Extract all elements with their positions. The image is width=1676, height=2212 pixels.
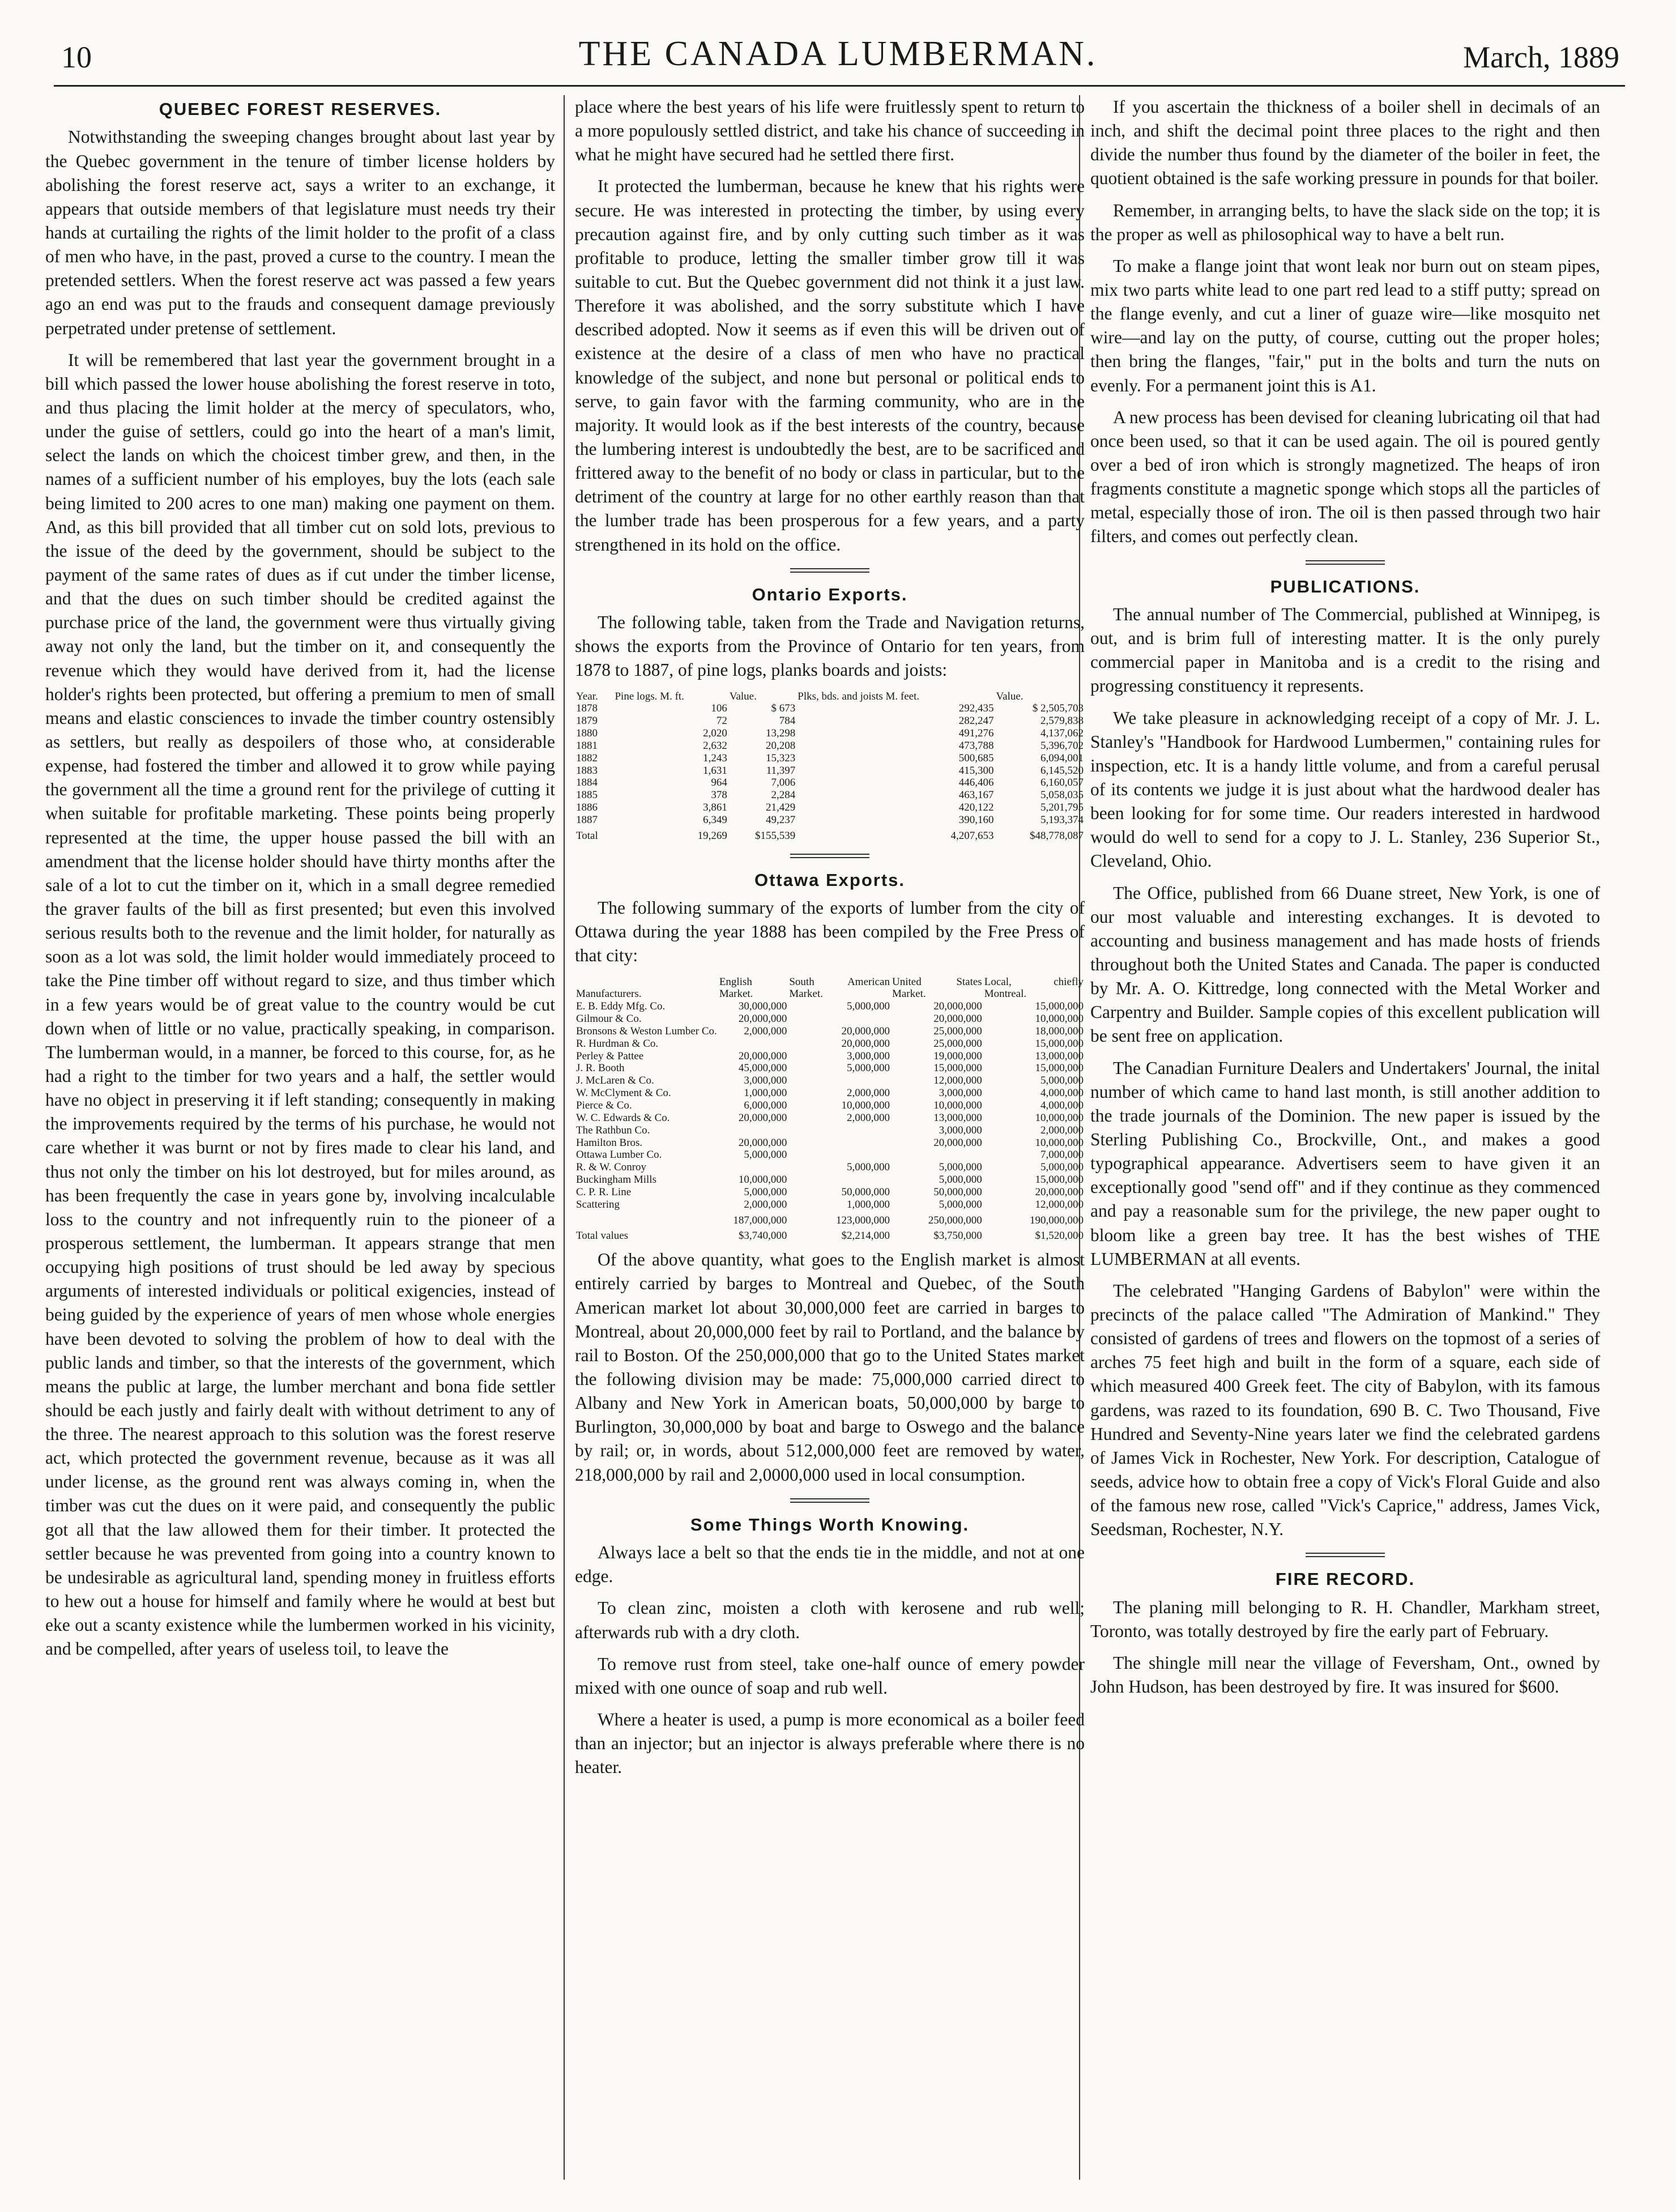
table-cell: 1882 (576, 752, 598, 764)
table-cell: 106 (711, 702, 727, 715)
table-row (575, 1124, 1085, 1137)
section-separator (1306, 1553, 1385, 1557)
article-paragraph: The following summary of the exports of lumber from the city of Ottawa during the year 1888 has been compiled by the Free Press of that city: (575, 898, 1085, 966)
table-cell: 190,000,000 (1030, 1214, 1084, 1226)
table-cell: 10,000,000 (1035, 1136, 1084, 1149)
table-row (575, 1075, 1085, 1087)
table-cell: 19,000,000 (933, 1050, 982, 1062)
table-cell: 463,167 (958, 789, 994, 802)
article-paragraph: Of the above quantity, what goes to the English market is almost entirely carried by barges to Montreal and Quebec, of the South American market lot about 30,000,000 feet are carried in barges to Montreal, about 20,000,000 feet by rail to Portland, and the balance by rail to Boston. Of the 250,000,000 that go to the United States market the following division may be made: 75,000,000 carried direct to Albany and New York in American boats, 50,000,000 by barge to Burlington, 30,000,000 by boat and barge to Oswego and the balance by rail; or, in words, about 512,000,000 feet are removed by water, 218,000,000 by rail and 2,0000,000 used in local consumption. (575, 1250, 1085, 1485)
article-heading-fire-record: FIRE RECORD. (1275, 1569, 1415, 1589)
table-cell: Hamilton Bros. (576, 1136, 643, 1149)
table-row (575, 789, 1085, 802)
article-paragraph: If you ascertain the thickness of a boiler shell in decimals of an inch, and shift the decimal point three places to the right and then divide the number thus found by the diameter of the boiler in feet, the quotient obtained is the safe working pressure in pounds for that boiler. (1090, 97, 1600, 189)
table-cell: 19,269 (697, 829, 727, 842)
table-header: English Market. (719, 975, 753, 1000)
table-cell: 25,000,000 (933, 1025, 982, 1037)
table-cell: 20,000,000 (738, 1111, 787, 1124)
table-cell: 2,000,000 (744, 1025, 787, 1037)
table-row (575, 702, 1085, 715)
table-row (575, 1099, 1085, 1112)
table-cell: 15,000,000 (933, 1062, 982, 1075)
table-cell: 2,000,000 (846, 1087, 890, 1099)
table-cell: 4,000,000 (1040, 1099, 1084, 1112)
table-cell (788, 1174, 891, 1186)
table-cell: 12,000,000 (1035, 1198, 1084, 1211)
table-cell: R. & W. Conroy (576, 1161, 647, 1174)
table-sum-row (575, 1211, 1085, 1227)
table-cell: 3,000,000 (744, 1075, 787, 1087)
section-separator (1306, 560, 1385, 565)
table-row (575, 1050, 1085, 1063)
column-2 (575, 95, 1085, 2180)
table-row (575, 1199, 1085, 1211)
table-cell: 13,000,000 (1035, 1050, 1084, 1062)
article-paragraph: Where a heater is used, a pump is more economical as a boiler feed than an injector; but an injector is always preferable where there is no heater. (575, 1710, 1085, 1778)
table-cell: 964 (711, 777, 727, 789)
table-cell: 500,685 (958, 752, 994, 764)
table-cell: 15,000,000 (1035, 1174, 1084, 1186)
article-heading-publications: PUBLICATIONS. (1270, 576, 1421, 596)
table-cell: 1881 (576, 739, 598, 752)
table-cell: 5,000,000 (1040, 1075, 1084, 1087)
table-cell: 1,000,000 (846, 1198, 890, 1211)
table-cell: 2,000,000 (1040, 1124, 1084, 1136)
table-cell: 10,000,000 (933, 1099, 982, 1112)
newspaper-title: THE CANADA LUMBERMAN. (578, 35, 1098, 73)
article-paragraph: To clean zinc, moisten a cloth with kerosene and rub well; afterwards rub with a dry cloth. (575, 1598, 1085, 1642)
table-cell (891, 1149, 983, 1161)
table-cell: Bronsons & Weston Lumber Co. (576, 1025, 717, 1037)
table-cell: Ottawa Lumber Co. (576, 1149, 662, 1161)
table-cell: $ 2,505,703 (1032, 702, 1084, 715)
table-cell: Pierce & Co. (576, 1099, 632, 1112)
table-row (575, 765, 1085, 777)
page-number: 10 (61, 40, 92, 74)
article-paragraph: The following table, taken from the Trade and Navigation returns, shows the exports from the Province of Ontario for ten years, from 1878 to 1887, of pine logs, planks boards and joists: (575, 612, 1085, 680)
article-paragraph: We take pleasure in acknowledging receipt of a copy of Mr. J. L. Stanley's "Handbook for Hardwood Lumbermen," containing rules for inspection, etc. It is a handy little volume, and from a careful perusal of its contents we judge it is just about what the hardwood dealer has been looking for for some time. Our readers interested in hardwood would do well to send for a copy to J. L. Stanley, 236 Superior St., Cleveland, Ohio. (1090, 708, 1600, 871)
table-cell: 6,000,000 (744, 1099, 787, 1112)
table-cell (718, 1161, 788, 1174)
table-row (575, 814, 1085, 826)
table-cell: $ 673 (771, 702, 796, 715)
table-cell: 2,000,000 (846, 1111, 890, 1124)
table-cell: 6,160,057 (1040, 777, 1084, 789)
masthead (0, 0, 1676, 85)
table-total-row (575, 826, 1085, 842)
table-header: United States Market. (892, 975, 982, 1000)
table-cell: 30,000,000 (738, 1000, 787, 1013)
table-row (575, 1137, 1085, 1149)
table-header-row (575, 976, 1085, 1001)
table-cell: 20,000,000 (738, 1013, 787, 1025)
table-cell: 1887 (576, 814, 598, 826)
table-row (575, 1186, 1085, 1199)
article-paragraph: Always lace a belt so that the ends tie in the middle, and not at one edge. (575, 1542, 1085, 1587)
table-cell: 20,000,000 (738, 1050, 787, 1062)
table-cell: Perley & Pattee (576, 1050, 644, 1062)
article-heading-ottawa: Ottawa Exports. (754, 870, 905, 890)
table-cell: 7,000,000 (1040, 1149, 1084, 1161)
table-cell: 10,000,000 (1035, 1013, 1084, 1025)
article-paragraph: place where the best years of his life were fruitlessly spent to return to a more populously settled district, and take his chance of succeeding in what he might have secured had he settled there first. (575, 97, 1085, 165)
table-cell: 15,323 (766, 752, 796, 764)
table-cell: 6,094,001 (1040, 752, 1084, 764)
article-paragraph: The Office, published from 66 Duane street, New York, is one of our most valuable and interesting exchanges. It is devoted to accounting and business management and has made hosts of friends throughout both the United States and Canada. The paper is conducted by Mr. A. O. Kittredge, long connected with the Metal Worker and Carpentry and Builder. Sample copies of this excellent publication will be sent free on application. (1090, 883, 1600, 1046)
table-cell: 446,406 (958, 777, 994, 789)
table-cell: 20,000,000 (841, 1025, 890, 1037)
table-cell: 20,000,000 (933, 1000, 982, 1013)
table-cell: 50,000,000 (933, 1186, 982, 1198)
table-cell: 12,000,000 (933, 1075, 982, 1087)
table-cell: 5,000,000 (939, 1198, 982, 1211)
table-cell: 378 (711, 789, 727, 802)
table-header: Local, chiefly Montreal. (984, 975, 1084, 1000)
table-cell: 5,000,000 (846, 1062, 890, 1075)
table-cell: 2,020 (703, 727, 727, 740)
table-header: Value. (996, 690, 1023, 702)
table-header: Plks, bds. and joists M. feet. (798, 690, 920, 702)
column-1 (45, 95, 555, 2180)
table-cell: 1880 (576, 727, 598, 740)
table-cell: $3,750,000 (933, 1230, 982, 1242)
table-cell: 1884 (576, 777, 598, 789)
table-cell: 3,861 (703, 802, 727, 814)
table-cell: $2,214,000 (841, 1230, 890, 1242)
table-cell: 5,000,000 (939, 1161, 982, 1174)
table-row (575, 1000, 1085, 1013)
article-paragraph: The planing mill belonging to R. H. Chandler, Markham street, Toronto, was totally destroyed by fire the early part of February. (1090, 1597, 1600, 1641)
table-cell: 1886 (576, 802, 598, 814)
article-heading-ontario: Ontario Exports. (752, 584, 908, 604)
table-cell: 784 (779, 715, 796, 727)
section-separator (790, 568, 869, 573)
table-cell: 20,000,000 (933, 1013, 982, 1025)
table-cell: 20,000,000 (933, 1136, 982, 1149)
table-row (575, 1174, 1085, 1186)
table-cell: 6,349 (703, 814, 727, 826)
table-cell: $1,520,000 (1035, 1230, 1084, 1242)
column-divider (564, 95, 565, 2180)
table-cell (718, 1038, 788, 1050)
article-paragraph: Remember, in arranging belts, to have the slack side on the top; it is the proper as well as philosophical way to have a belt run. (1090, 200, 1600, 244)
table-cell (788, 1137, 891, 1149)
article-paragraph: The shingle mill near the village of Feversham, Ont., owned by John Hudson, has been destroyed by fire. It was insured for $600. (1090, 1653, 1600, 1697)
article-paragraph: It protected the lumberman, because he knew that his rights were secure. He was interested in protecting the timber, by using every precaution against fire, and by only cutting such timber as it was profitable to produce, letting the smaller timber grow till it was suitable to cut. But the Quebec government did not think it a just law. Therefore it was abolished, and the sorry substitute which I have described adopted. Now it seems as if even this will be driven out of existence at the desire of a class of men who have no practical knowledge of the subject, and none but personal or political ends to serve, to gain favor with the farming community, who are in the majority. It would look as if the best interests of the country, because the lumbering interest is undoubtedly the best, are to be sacrificed and frittered away to the benefit of no body or class in particular, but to the detriment of the country at large for no other earthly reason than that the lumber trade has been prosperous for a few years, and a party strengthened in its hold on the office. (575, 176, 1085, 555)
table-cell: W. McClyment & Co. (576, 1087, 671, 1099)
table-cell: 5,000,000 (744, 1149, 787, 1161)
table-row (575, 1149, 1085, 1161)
table-header-row (575, 691, 1085, 703)
table-cell: 1,000,000 (744, 1087, 787, 1099)
table-row (575, 752, 1085, 765)
table-cell: 10,000,000 (738, 1174, 787, 1186)
table-row (575, 1025, 1085, 1038)
issue-date: March, 1889 (1463, 40, 1619, 74)
table-cell: 1879 (576, 715, 598, 727)
table-header: Manufacturers. (576, 988, 642, 1000)
table-cell: 5,000,000 (939, 1174, 982, 1186)
table-cell: 20,208 (766, 739, 796, 752)
table-cell: 292,435 (958, 702, 994, 715)
table-row (575, 740, 1085, 752)
table-row (575, 1161, 1085, 1174)
table-cell: 18,000,000 (1035, 1025, 1084, 1037)
table-cell: 49,237 (766, 814, 796, 826)
column-3 (1090, 95, 1600, 2180)
article-paragraph: It will be remembered that last year the government brought in a bill which passed the lower house abolishing the forest reserve in toto, and thus placing the limit holder at the mercy of speculators, who, under the guise of settlers, could go into the heart of a man's limit, select the lands on which the choicest timber grew, and then, in the names of a sufficient number of his employes, buy the lots (each sale being limited to 200 acres to one man) making one payment on them. And, as this bill provided that all timber cut on sold lots, previous to the issue of the deed by the government, should be subject to the payment of the same rates of dues as if cut under the timber license, and that the dues on such timber should be credited against the purchase price of the land, the government were thus virtually giving away not only the land, but the timber on it, and consequently the revenue which they would have derived from it, had the license holder's rights been protected, but offering a premium to men of small means and elastic consciences to invade the timber country ostensibly as settlers, but really as despoilers of those who, at considerable expense, had fostered the timber and allowed it to grow while paying the government all the time a ground rent for the privilege of cutting it when suitable for profitable marketing. These points being properly represented at the time, the upper house passed the bill with an amendment that the license holder should have thirty months after the sale of a lot to cut the timber on it, which in a small degree remedied the graver faults of the bill as first presented; but even this involved serious results both to the revenue and the limit holder, for naturally as soon as a lot was sold, the limit holder would immediately proceed to take the Pine timber off without regard to size, and thus timber which in a few years would be of great value to the country would be cut down when of little or no value, practically speaking, in comparison. The lumberman would, in a manner, be forced to this course, for, as he had a right to the timber for two years and a half, the settler would have no object in preserving it if left standing; consequently in making the improvements required by the terms of his purchase, he would not care whether it was burnt or not by fires made to clear his land, and thus not only the timber on his lot destroyed, but for miles around, as has been frequently the case in years gone by, involving incalculable loss to the country and not infrequently ruin to the pioneer of a prosperous settlement, the lumberman. It appears strange that men occupying high positions of trust should be led away by specious arguments of interested individuals or political exigencies, instead of being guided by the experience of years of men whose whole energies have been devoted to solving the problem of how to deal with the public lands and timber, so that the interests of the government, which means the public at large, the lumber merchant and bona fide settler should be each justly and fairly dealt with without detriment to any of the three. The nearest approach to this solution was the forest reserve act, which protected the government revenue, because as it was all under license, as the ground rent was always coming in, when the timber was cut the dues on it were paid, and consequently the public got all that the law allowed them for their timber. It protected the settler because he was prevented from going into a country known to be undesirable as agricultural land, spending money in fruitless efforts to hew out a house for himself and family where he would at best but eke out a scanty existence while the lumbermen worked in his vicinity, and be compelled, after years of useless toil, to leave the (45, 350, 555, 1659)
table-cell: 5,000,000 (1040, 1161, 1084, 1174)
table-cell: 415,300 (958, 764, 994, 777)
table-row (575, 715, 1085, 727)
table-cell: 1,243 (703, 752, 727, 764)
table-cell: Scattering (576, 1198, 620, 1211)
table-cell: C. P. R. Line (576, 1186, 632, 1198)
table-cell: The Rathbun Co. (576, 1124, 650, 1136)
table-row (575, 1062, 1085, 1075)
table-cell: 1878 (576, 702, 598, 715)
table-cell: 21,429 (766, 802, 796, 814)
table-cell: $155,539 (755, 829, 796, 842)
table-cell: 72 (716, 715, 727, 727)
table-cell: 390,160 (958, 814, 994, 826)
article-paragraph: Notwithstanding the sweeping changes brought about last year by the Quebec government in the tenure of timber license holders by abolishing the forest reserve act, says a writer to an exchange, it appears that outside members of that legislature must needs try their hands at curtailing the rights of the limit holder to the profit of a class of men who have, in the past, proved a curse to the country. I mean the pretended settlers. When the forest reserve act was passed a few years ago an end was put to the frauds and consequent damage previously perpetrated under pretense of settlement. (45, 127, 555, 338)
table-cell: 2,000,000 (744, 1198, 787, 1211)
table-cell: 282,247 (958, 715, 994, 727)
table-cell: 4,000,000 (1040, 1087, 1084, 1099)
table-cell: 45,000,000 (738, 1062, 787, 1075)
table-cell (788, 1013, 891, 1025)
masthead-rule (54, 85, 1625, 87)
table-cell: Total (576, 829, 598, 842)
table-cell: 15,000,000 (1035, 1062, 1084, 1075)
table-cell: 5,396,702 (1040, 739, 1084, 752)
table-cell: 4,207,653 (950, 829, 994, 842)
table-cell: 13,000,000 (933, 1111, 982, 1124)
article-paragraph: A new process has been devised for cleaning lubricating oil that had once been used, so that it can be used again. The oil is poured gently over a bed of iron which is strongly magnetized. The heaps of iron fragments constitute a magnetic sponge which stops all the particles of metal, especially those of iron. The oil is then passed through two hair filters, and comes out perfectly clean. (1090, 407, 1600, 547)
table-cell: 491,276 (958, 727, 994, 740)
table-header: Year. (576, 690, 598, 702)
table-row (575, 1087, 1085, 1099)
table-total-row (575, 1226, 1085, 1242)
table-cell: E. B. Eddy Mfg. Co. (576, 1000, 666, 1013)
table-cell (575, 1211, 718, 1227)
table-cell: 3,000,000 (846, 1050, 890, 1062)
ontario-exports-table (575, 691, 1085, 842)
table-cell: 50,000,000 (841, 1186, 890, 1198)
table-cell: J. McLaren & Co. (576, 1075, 654, 1087)
table-row (575, 727, 1085, 740)
table-cell: W. C. Edwards & Co. (576, 1111, 670, 1124)
table-cell (788, 1075, 891, 1087)
table-cell: 15,000,000 (1035, 1037, 1084, 1050)
table-cell: 473,788 (958, 739, 994, 752)
article-paragraph: The Canadian Furniture Dealers and Undertakers' Journal, the inital number of which came to hand last month, is still another addition to the trade journals of the Dominion. The new paper is issued by the Sterling Publishing Co., Brockville, Ont., and makes a good typographical appearance. Advertisers seem to have given it an exceptionally good "send off" and if they continue as they commenced and pay a reasonable sum for the privilege, the new paper ought to bloom like a green bay tree. It has the best wishes of THE LUMBERMAN at all events. (1090, 1058, 1600, 1269)
table-cell: 5,201,795 (1040, 802, 1084, 814)
table-cell: 13,298 (766, 727, 796, 740)
table-cell: 1883 (576, 764, 598, 777)
table-cell: 2,632 (703, 739, 727, 752)
article-heading-quebec: QUEBEC FOREST RESERVES. (159, 99, 442, 119)
table-row (575, 1038, 1085, 1050)
table-cell: Total values (576, 1230, 629, 1242)
table-header: Value. (729, 690, 757, 702)
table-header: Pine logs. M. ft. (615, 690, 684, 702)
section-separator (790, 1498, 869, 1503)
table-cell: 5,000,000 (744, 1186, 787, 1198)
table-cell: 250,000,000 (928, 1214, 982, 1226)
table-cell: R. Hurdman & Co. (576, 1037, 659, 1050)
table-cell: 2,284 (771, 789, 796, 802)
article-paragraph: The annual number of The Commercial, published at Winnipeg, is out, and is brim full of interesting matter. It is the only purely commercial paper in Manitoba and is a credit to the rising and progressing constituency it represents. (1090, 604, 1600, 696)
table-cell: 6,145,520 (1040, 764, 1084, 777)
table-cell: 2,579,838 (1040, 715, 1084, 727)
table-cell: 5,193,374 (1040, 814, 1084, 826)
table-cell: $48,778,087 (1030, 829, 1084, 842)
table-cell (788, 1124, 891, 1137)
table-cell: 187,000,000 (733, 1214, 787, 1226)
table-cell: 4,137,062 (1040, 727, 1084, 740)
table-row (575, 777, 1085, 789)
table-cell: J. R. Booth (576, 1062, 625, 1075)
table-cell: 123,000,000 (835, 1214, 890, 1226)
table-cell: 10,000,000 (1035, 1111, 1084, 1124)
table-cell: 5,000,000 (846, 1000, 890, 1013)
table-cell: 420,122 (958, 802, 994, 814)
table-cell: 5,000,000 (846, 1161, 890, 1174)
table-cell: 5,058,035 (1040, 789, 1084, 802)
table-cell: 20,000,000 (1035, 1186, 1084, 1198)
ottawa-exports-table (575, 976, 1085, 1243)
table-row (575, 1112, 1085, 1124)
table-cell: 7,006 (771, 777, 796, 789)
section-separator (790, 854, 869, 858)
article-heading-things: Some Things Worth Knowing. (690, 1514, 970, 1535)
table-cell: 10,000,000 (841, 1099, 890, 1112)
article-paragraph: To make a flange joint that wont leak nor burn out on steam pipes, mix two parts white lead to one part red lead to a stiff putty; spread on the flange evenly, and cut a liner of guaze wire—like mosquito net wire—and lay on the putty, of course, cutting out the proper holes; then bring the flanges, "fair," put in the bolts and turn the nuts on evenly. For a permanent joint this is A1. (1090, 255, 1600, 395)
table-cell (788, 1149, 891, 1161)
table-cell: 15,000,000 (1035, 1000, 1084, 1013)
table-cell: 20,000,000 (841, 1037, 890, 1050)
table-cell: 20,000,000 (738, 1136, 787, 1149)
article-paragraph: To remove rust from steel, take one-half ounce of emery powder mixed with one ounce of soap and rub well. (575, 1653, 1085, 1698)
table-cell: 25,000,000 (933, 1037, 982, 1050)
table-cell: Gilmour & Co. (576, 1013, 642, 1025)
table-cell: 1885 (576, 789, 598, 802)
table-cell: 3,000,000 (939, 1087, 982, 1099)
table-cell: 3,000,000 (939, 1124, 982, 1136)
table-cell: Buckingham Mills (576, 1174, 656, 1186)
article-paragraph: The celebrated "Hanging Gardens of Babylon" were within the precincts of the palace called "The Admiration of Mankind." They consisted of gardens of trees and flowers on the topmost of a series of arches 75 feet high and built in the form of a square, each side of which measured 400 Greek feet. The city of Babylon, with its famous gardens, was razed to its foundation, 690 B. C. Two Thousand, Five Hundred and Seventy-Nine years later we find the celebrated gardens of James Vick in Rochester, New York. For description, Catalogue of seeds, advice how to obtain free a copy of Vick's Floral Guide and also of the famous new rose, called "Vick's Caprice," address, James Vick, Seedsman, Rochester, N.Y. (1090, 1280, 1600, 1540)
table-row (575, 1013, 1085, 1025)
table-row (575, 802, 1085, 814)
table-cell (718, 1124, 788, 1137)
table-cell: 1,631 (703, 764, 727, 777)
table-cell: 11,397 (766, 764, 796, 777)
table-header: South American Market. (789, 975, 890, 1000)
table-cell: $3,740,000 (738, 1230, 787, 1242)
